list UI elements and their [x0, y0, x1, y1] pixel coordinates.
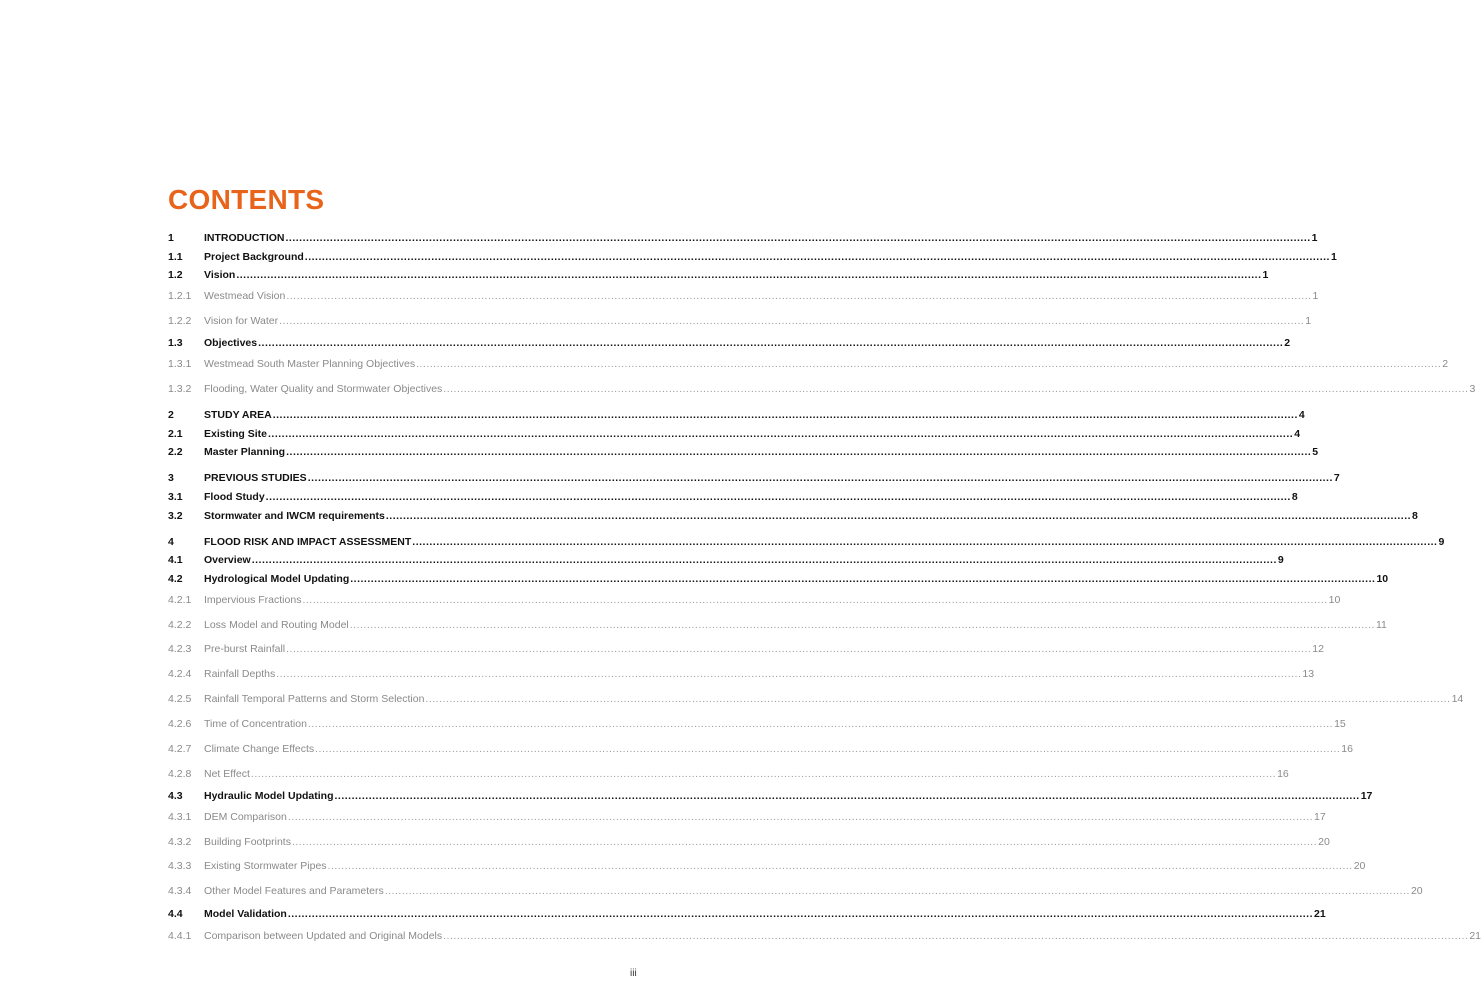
toc-entry[interactable]: [168, 445, 1319, 459]
toc-entry[interactable]: [168, 509, 1418, 523]
toc-dot-leader: ............................................................................................................................................................................................................................................................................................................: [304, 251, 1330, 263]
toc-dot-leader: ............................................................................................................................................................................................................................................................................................................: [287, 908, 1314, 920]
toc-entry-title: Vision for Water: [204, 315, 279, 327]
toc-entry-page: 20: [1353, 860, 1366, 872]
toc-dot-leader: ............................................................................................................................................................................................................................................................................................................: [272, 409, 1298, 421]
toc-entry-title: Objectives: [204, 337, 258, 349]
toc-entry-page: 1: [1305, 315, 1312, 327]
toc-entry-number: 4.2.3: [168, 643, 192, 655]
toc-dot-leader: ............................................................................................................................................................................................................................................................................................................: [291, 836, 1318, 848]
toc-entry-page: 16: [1341, 743, 1353, 755]
toc-entry[interactable]: [168, 767, 1289, 781]
toc-entry-title: Stormwater and IWCM requirements: [204, 510, 385, 522]
toc-entry-title: FLOOD RISK AND IMPACT ASSESSMENT: [204, 536, 412, 548]
toc-entry[interactable]: [168, 742, 1353, 756]
toc-entry-page: 10: [1328, 594, 1341, 606]
toc-entry-page: 14: [1451, 693, 1464, 705]
toc-entry-number: 4.3.4: [168, 885, 192, 897]
toc-entry-page: 7: [1333, 472, 1340, 484]
toc-entry-title: Loss Model and Routing Model: [204, 619, 349, 631]
toc-entry-title: Comparison between Updated and Original Models: [204, 930, 443, 942]
toc-dot-leader: ............................................................................................................................................................................................................................................................................................................: [268, 428, 1294, 440]
toc-entry-number: 4.4: [168, 908, 183, 920]
toc-entry-title: Pre-burst Rainfall: [204, 643, 286, 655]
toc-dot-leader: ............................................................................................................................................................................................................................................................................................................: [276, 668, 1302, 680]
toc-dot-leader: ............................................................................................................................................................................................................................................................................................................: [279, 315, 1305, 327]
toc-entry-title: DEM Comparison: [204, 811, 287, 823]
toc-dot-leader: ............................................................................................................................................................................................................................................................................................................: [443, 383, 1469, 395]
toc-entry-number: 1.2.1: [168, 290, 192, 302]
toc-entry[interactable]: [168, 667, 1315, 681]
toc-entry-number: 1.3: [168, 337, 183, 349]
toc-entry-page: 17: [1360, 790, 1373, 802]
toc-entry-number: 4.2.8: [168, 768, 192, 780]
toc-entry-title: Model Validation: [204, 908, 287, 920]
toc-dot-leader: ............................................................................................................................................................................................................................................................................................................: [416, 358, 1442, 370]
toc-entry-number: 4.3.3: [168, 860, 192, 872]
toc-entry-number: 4.3: [168, 790, 183, 802]
toc-entry[interactable]: [168, 231, 1318, 245]
toc-entry-page: 2: [1442, 358, 1449, 370]
toc-entry[interactable]: [168, 692, 1464, 706]
toc-entry[interactable]: [168, 810, 1326, 824]
page-number: iii: [630, 968, 637, 979]
toc-entry[interactable]: [168, 642, 1324, 656]
toc-entry[interactable]: [168, 835, 1330, 849]
toc-entry[interactable]: [168, 471, 1340, 485]
toc-entry-page: 13: [1302, 668, 1315, 680]
toc-entry[interactable]: [168, 789, 1373, 803]
toc-dot-leader: ............................................................................................................................................................................................................................................................................................................: [315, 743, 1341, 755]
toc-entry-number: 2.2: [168, 446, 183, 458]
toc-entry-number: 2: [168, 409, 174, 421]
toc-dot-leader: ............................................................................................................................................................................................................................................................................................................: [327, 860, 1353, 872]
toc-entry[interactable]: [168, 593, 1341, 607]
toc-entry-number: 4.3.2: [168, 836, 192, 848]
toc-entry-title: Existing Stormwater Pipes: [204, 860, 327, 872]
toc-entry-title: Project Background: [204, 251, 304, 263]
toc-dot-leader: ............................................................................................................................................................................................................................................................................................................: [412, 536, 1438, 548]
toc-entry-title: Hydrological Model Updating: [204, 573, 350, 585]
toc-entry-title: Existing Site: [204, 428, 268, 440]
toc-entry-title: Flood Study: [204, 491, 265, 503]
toc-entry-number: 4.2.7: [168, 743, 192, 755]
toc-entry-title: Impervious Fractions: [204, 594, 302, 606]
toc-dot-leader: ............................................................................................................................................................................................................................................................................................................: [384, 885, 1410, 897]
toc-dot-leader: ............................................................................................................................................................................................................................................................................................................: [286, 643, 1312, 655]
toc-entry[interactable]: [168, 717, 1346, 731]
toc-dot-leader: ............................................................................................................................................................................................................................................................................................................: [425, 693, 1451, 705]
toc-entry-page: 20: [1318, 836, 1330, 848]
toc-entry-title: Other Model Features and Parameters: [204, 885, 384, 897]
toc-entry[interactable]: [168, 427, 1301, 441]
contents-heading: CONTENTS: [168, 184, 325, 215]
toc-entry[interactable]: [168, 572, 1389, 586]
toc-entry[interactable]: [168, 618, 1387, 632]
toc-dot-leader: ............................................................................................................................................................................................................................................................................................................: [286, 446, 1312, 458]
toc-entry-title: Net Effect: [204, 768, 250, 780]
toc-entry[interactable]: [168, 490, 1298, 504]
toc-entry-number: 1.3.2: [168, 383, 192, 395]
toc-entry[interactable]: [168, 859, 1366, 873]
toc-entry-title: Rainfall Temporal Patterns and Storm Selection: [204, 693, 425, 705]
toc-entry[interactable]: [168, 357, 1449, 371]
toc-entry[interactable]: [168, 314, 1312, 328]
toc-entry-number: 3.1: [168, 491, 183, 503]
toc-entry-title: Time of Concentration: [204, 718, 307, 730]
toc-dot-leader: ............................................................................................................................................................................................................................................................................................................: [251, 554, 1277, 566]
toc-entry-number: 4.2: [168, 573, 183, 585]
toc-entry-page: 1: [1262, 269, 1269, 281]
toc-entry-page: 4: [1294, 428, 1301, 440]
toc-entry[interactable]: [168, 907, 1326, 921]
toc-dot-leader: ............................................................................................................................................................................................................................................................................................................: [302, 594, 1328, 606]
toc-entry-number: 1.2: [168, 269, 183, 281]
toc-entry-number: 4.1: [168, 554, 183, 566]
toc-entry-title: INTRODUCTION: [204, 232, 285, 244]
toc-entry[interactable]: [168, 929, 1481, 943]
toc-entry-page: 10: [1376, 573, 1389, 585]
toc-entry-number: 2.1: [168, 428, 183, 440]
toc-entry-number: 1: [168, 232, 174, 244]
toc-entry-title: PREVIOUS STUDIES: [204, 472, 307, 484]
toc-entry-number: 3: [168, 472, 174, 484]
toc-entry-number: 4.2.5: [168, 693, 192, 705]
toc-dot-leader: ............................................................................................................................................................................................................................................................................................................: [350, 573, 1376, 585]
toc-entry-page: 21: [1314, 908, 1326, 920]
toc-entry[interactable]: [168, 250, 1337, 264]
toc-dot-leader: ............................................................................................................................................................................................................................................................................................................: [307, 472, 1333, 484]
toc-entry[interactable]: [168, 884, 1423, 898]
toc-dot-leader: ............................................................................................................................................................................................................................................................................................................: [349, 619, 1375, 631]
toc-entry-page: 1: [1311, 232, 1318, 244]
toc-dot-leader: ............................................................................................................................................................................................................................................................................................................: [258, 337, 1284, 349]
toc-dot-leader: ............................................................................................................................................................................................................................................................................................................: [334, 790, 1360, 802]
toc-entry-page: 9: [1438, 536, 1445, 548]
toc-dot-leader: ............................................................................................................................................................................................................................................................................................................: [236, 269, 1262, 281]
toc-entry-title: Westmead Vision: [204, 290, 286, 302]
toc-entry-title: Hydraulic Model Updating: [204, 790, 334, 802]
toc-entry-page: 15: [1334, 718, 1346, 730]
toc-entry-page: 5: [1312, 446, 1319, 458]
toc-entry-number: 4.3.1: [168, 811, 192, 823]
toc-entry-page: 11: [1375, 619, 1387, 631]
toc-dot-leader: ............................................................................................................................................................................................................................................................................................................: [265, 491, 1291, 503]
toc-entry-page: 8: [1291, 491, 1298, 503]
toc-dot-leader: ............................................................................................................................................................................................................................................................................................................: [443, 930, 1469, 942]
toc-entry-title: Rainfall Depths: [204, 668, 276, 680]
toc-entry[interactable]: [168, 408, 1305, 422]
toc-entry[interactable]: [168, 553, 1284, 567]
toc-entry-page: 20: [1410, 885, 1423, 897]
toc-entry-title: Vision: [204, 269, 236, 281]
toc-entry-number: 4.2.1: [168, 594, 192, 606]
toc-dot-leader: ............................................................................................................................................................................................................................................................................................................: [307, 718, 1334, 730]
toc-entry[interactable]: [168, 289, 1319, 303]
toc-dot-leader: ............................................................................................................................................................................................................................................................................................................: [285, 232, 1311, 244]
toc-entry-title: Flooding, Water Quality and Stormwater Objectives: [204, 383, 443, 395]
toc-entry-number: 1.3.1: [168, 358, 192, 370]
toc-entry-page: 1: [1312, 290, 1319, 302]
toc-entry-page: 12: [1312, 643, 1324, 655]
toc-entry-number: 4.2.6: [168, 718, 192, 730]
toc-entry-page: 8: [1412, 510, 1418, 522]
toc-dot-leader: ............................................................................................................................................................................................................................................................................................................: [287, 811, 1314, 823]
toc-entry-number: 4.2.4: [168, 668, 192, 680]
toc-entry-number: 3.2: [168, 510, 183, 522]
toc-entry-title: Climate Change Effects: [204, 743, 315, 755]
toc-dot-leader: ............................................................................................................................................................................................................................................................................................................: [250, 768, 1277, 780]
toc-entry-number: 1.1: [168, 251, 183, 263]
toc-dot-leader: ............................................................................................................................................................................................................................................................................................................: [286, 290, 1312, 302]
toc-entry-page: 3: [1469, 383, 1476, 395]
toc-entry[interactable]: [168, 336, 1291, 350]
toc-entry-number: 1.2.2: [168, 315, 192, 327]
toc-entry[interactable]: [168, 268, 1269, 282]
toc-entry-page: 1: [1330, 251, 1337, 263]
toc-entry-title: Master Planning: [204, 446, 286, 458]
toc-entry-page: 9: [1277, 554, 1284, 566]
toc-entry[interactable]: [168, 382, 1476, 396]
toc-entry-page: 21: [1469, 930, 1481, 942]
toc-entry-title: Westmead South Master Planning Objectives: [204, 358, 416, 370]
toc-entry-number: 4.2.2: [168, 619, 192, 631]
toc-entry-title: Building Footprints: [204, 836, 291, 848]
toc-dot-leader: ............................................................................................................................................................................................................................................................................................................: [385, 510, 1412, 522]
toc-entry-page: 2: [1284, 337, 1291, 349]
toc-entry[interactable]: [168, 535, 1445, 549]
toc-entry-title: STUDY AREA: [204, 409, 272, 421]
toc-entry-page: 4: [1298, 409, 1305, 421]
toc-entry-number: 4.4.1: [168, 930, 192, 942]
toc-entry-page: 17: [1314, 811, 1326, 823]
toc-entry-title: Overview: [204, 554, 251, 566]
toc-entry-number: 4: [168, 536, 174, 548]
toc-entry-page: 16: [1277, 768, 1289, 780]
